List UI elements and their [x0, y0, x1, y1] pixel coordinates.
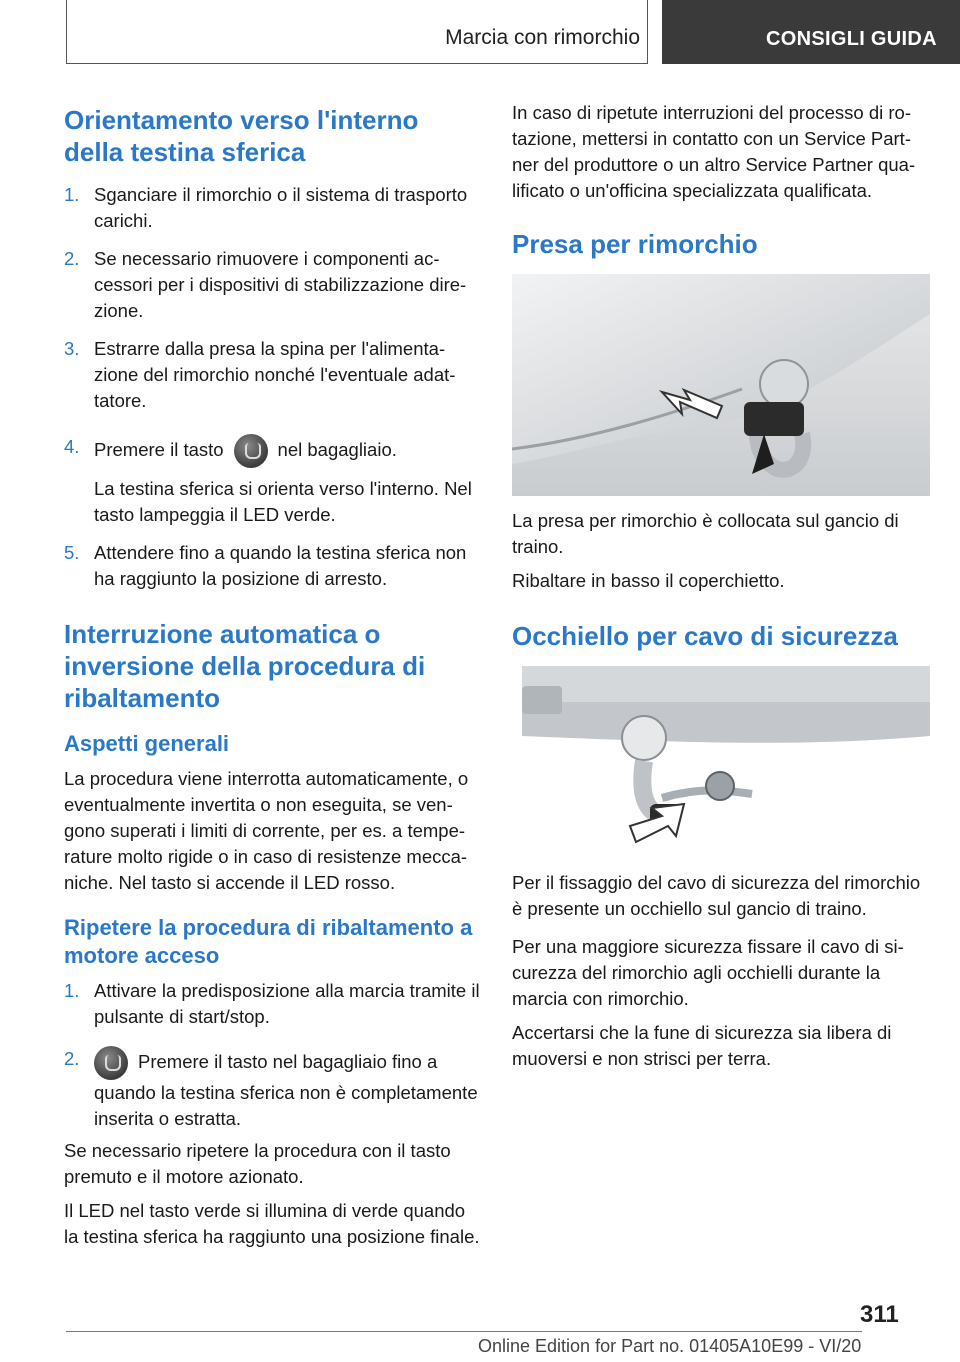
right-column: [512, 100, 930, 1072]
footer-edition: Online Edition for Part no. 01405A10E99 - VI/20: [478, 1336, 862, 1356]
paragraph-eye-2: Per una maggiore sicurezza fissare il cavo di sicurezza del rimorchio agli occhielli durante la marcia con rimorchio.: [512, 936, 904, 1009]
paragraph-eye-1: Per il fissaggio del cavo di sicurezza del rimorchio è presente un occhiello sul gancio di traino.: [512, 872, 921, 919]
trailer-socket-photo: [512, 274, 930, 496]
paragraph-eye-3: Accertarsi che la fune di sicurezza sia libera di muoversi e non strisci per terra.: [512, 1022, 892, 1069]
heading-socket: Presa per rimorchio: [512, 229, 758, 259]
safety-cable-eye-photo: [512, 666, 930, 856]
heading-general: Aspetti generali: [64, 731, 230, 756]
page-number: 311: [860, 1301, 899, 1328]
orient-step-5: 5. Attendere fino a quando la testina sferica non ha raggiunto la posizione di arresto.: [64, 542, 467, 589]
heading-interruption: Interruzione automatica o inversione della procedura di ribaltamento: [64, 619, 426, 713]
orient-step-1: 1. Sganciare il rimorchio o il sistema di trasporto carichi.: [64, 184, 468, 231]
repeat-step-1: 1. Attivare la predisposizione alla marcia tramite il pulsante di start/stop.: [64, 980, 480, 1027]
orient-step-4: 4. Premere il tasto nel bagagliaio. La testina sferica si orienta verso l'interno. Nel tasto lampeggia il LED verde.: [64, 434, 482, 528]
paragraph-repeat-1: Se necessario ripetere la procedura con il tasto premuto e il motore azionato.: [64, 1140, 451, 1187]
paragraph-socket-2: Ribaltare in basso il coperchietto.: [512, 570, 785, 591]
paragraph-socket-1: La presa per rimorchio è collocata sul gancio di traino.: [512, 510, 899, 557]
heading-orient: Orientamento verso l'interno della testina sferica: [64, 105, 419, 167]
paragraph-repeat-2: Il LED nel tasto verde si illumina di verde quando la testina sferica ha raggiunto una posizione finale.: [64, 1200, 480, 1247]
trailer-hitch-button-icon: [94, 1046, 128, 1080]
paragraph-general: La procedura viene interrotta automaticamente, o eventualmente invertita o non eseguita, se vengono superati i limiti di corrente, per es. a temperature molto rigide o in caso di resistenze meccaniche. Nel tasto si accende il LED rosso.: [64, 768, 469, 893]
footer-divider: [66, 1331, 862, 1332]
heading-repeat: Ripetere la procedura di ribaltamento a motore acceso: [64, 915, 473, 968]
header-chapter-tab: CONSIGLI GUIDA: [662, 0, 960, 64]
heading-eye: Occhiello per cavo di sicurezza: [512, 621, 898, 651]
repeat-steps: [64, 978, 482, 1132]
orient-step-4-note: La testina sferica si orienta verso l'interno. Nel tasto lampeggia il LED verde.: [94, 478, 472, 525]
orient-steps: [64, 182, 482, 592]
header-section-title: Marcia con rimorchio: [445, 26, 640, 49]
orient-step-3: 3. Estrarre dalla presa la spina per l'alimentazione del rimorchio nonché l'eventuale adattatore.: [64, 338, 456, 411]
orient-step-2: 2. Se necessario rimuovere i componenti accessori per i dispositivi di stabilizzazione direzione.: [64, 248, 467, 321]
trailer-hitch-button-icon: [234, 434, 268, 468]
left-column: [64, 100, 482, 1250]
repeat-step-2: 2. Premere il tasto nel bagagliaio fino a quando la testina sferica non è completamente inserita o estratta.: [64, 1048, 478, 1129]
paragraph-intro: In caso di ripetute interruzioni del processo di rotazione, mettersi in contatto con un Service Partner del produttore o un altro Service Partner qualificato o un'officina specializzata qualificata.: [512, 102, 916, 201]
